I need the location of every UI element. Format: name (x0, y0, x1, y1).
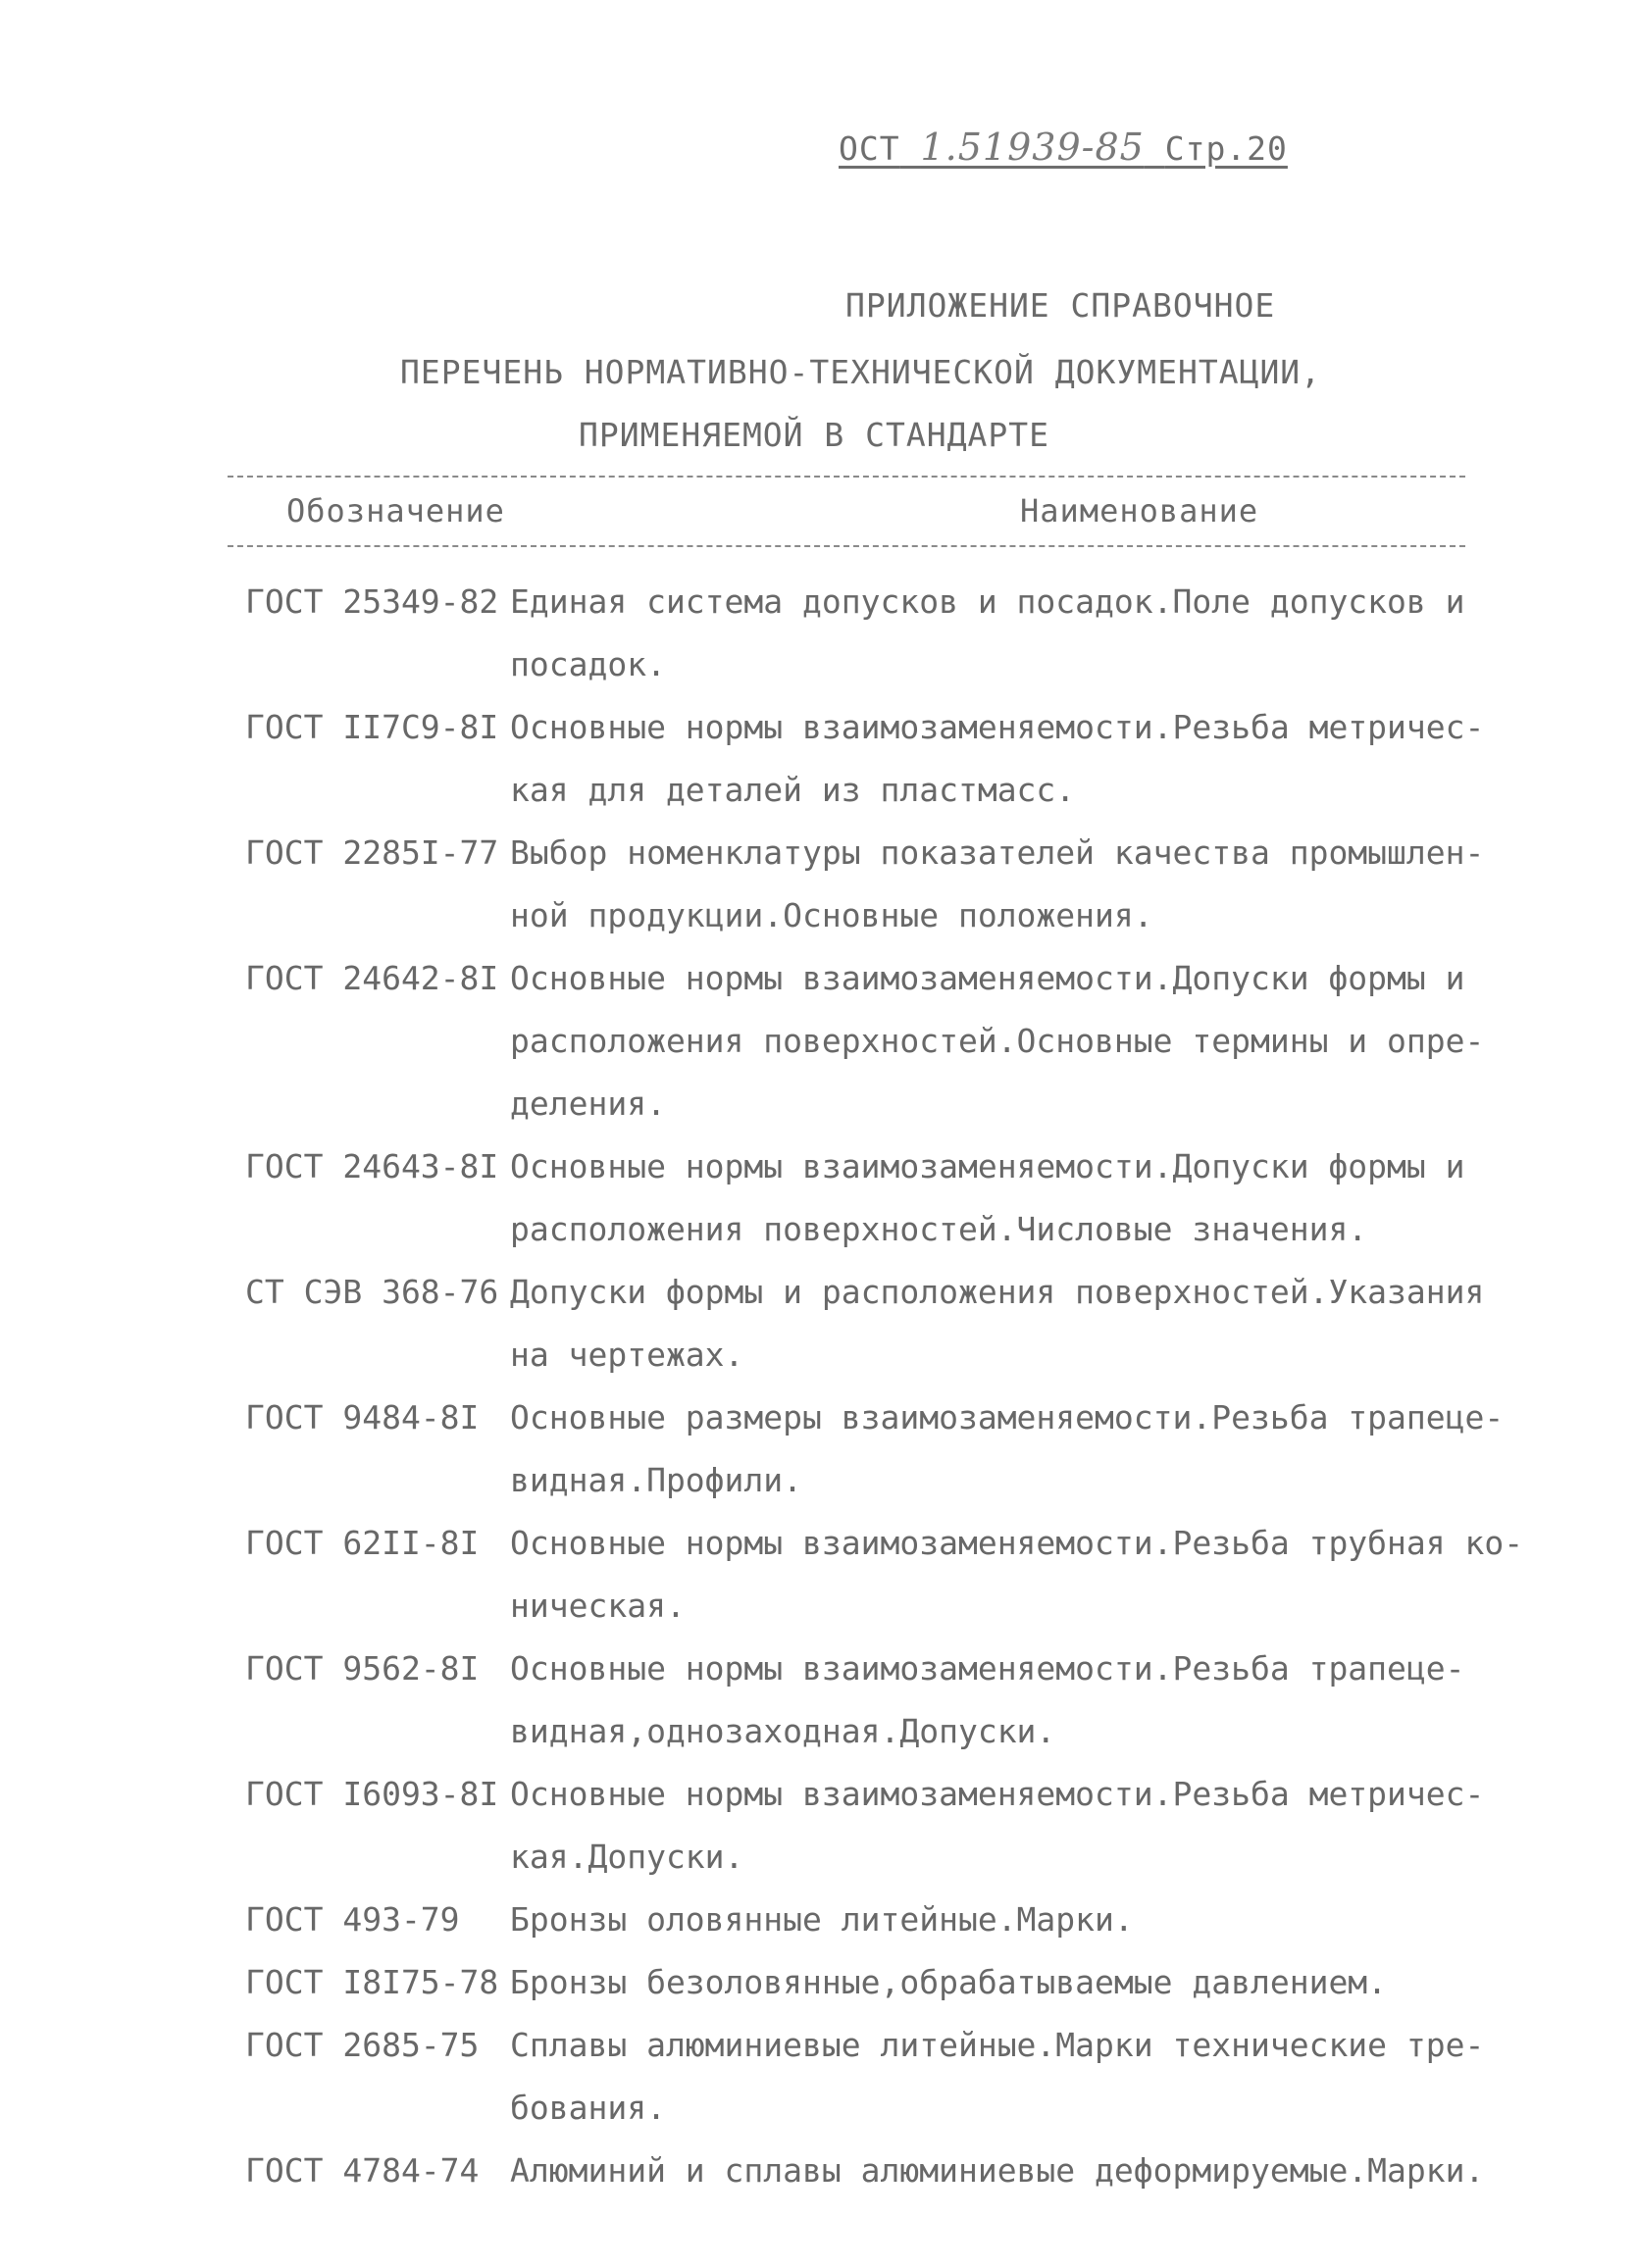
document-code: ГОСТ I6093-8I (245, 1775, 499, 1813)
table-row (245, 696, 1485, 822)
description-line: Основные нормы взаимозаменяемости.Резьба метричес- (510, 1775, 1485, 1813)
document-code: ГОСТ 25349-82 (245, 582, 499, 621)
table-row (245, 1512, 1524, 1638)
description-line: Основные нормы взаимозаменяемости.Резьба трапеце- (510, 1649, 1465, 1688)
document-code: ГОСТ I8I75-78 (245, 1963, 499, 2001)
table-row (245, 1763, 1485, 1889)
description-line: Основные нормы взаимозаменяемости.Резьба трубная ко- (510, 1524, 1524, 1562)
table-row (245, 1386, 1505, 1512)
header-page-number: Стр.20 (1164, 129, 1288, 168)
description-line: Основные размеры взаимозаменяемости.Резьба трапецe- (510, 1398, 1505, 1436)
appendix-label: ПРИЛОЖЕНИЕ СПРАВОЧНОЕ (845, 286, 1276, 325)
description-line: ническая. (510, 1587, 686, 1625)
description-line: Бронзы безоловянные,обрабатываемые давлением. (510, 1963, 1388, 2001)
document-description (510, 1512, 1523, 1638)
column-header-designation: Обозначение (286, 492, 505, 529)
description-line: Алюминий и сплавы алюминиевые деформируемые.Марки. (510, 2151, 1485, 2190)
description-line: Основные нормы взаимозаменяемости.Допуски формы и (510, 1147, 1465, 1185)
description-line: ной продукции.Основные положения. (510, 896, 1153, 934)
description-line: расположения поверхностей.Основные термины и опре- (510, 1022, 1485, 1060)
header-prefix: ОСТ (839, 129, 900, 168)
description-line: кая.Допуски. (510, 1838, 744, 1876)
document-code: ГОСТ 24642-8I (245, 959, 499, 997)
document-description (510, 2014, 1484, 2140)
header-standard-number: 1.51939-85 (920, 126, 1145, 169)
description-line: Основные нормы взаимозаменяемости.Резьба метричес- (510, 708, 1485, 746)
table-row (245, 571, 1481, 696)
description-line: деления. (510, 1084, 666, 1123)
document-title-line-2: ПРИМЕНЯЕМОЙ В СТАНДАРТЕ (579, 416, 1049, 454)
table-row (245, 1951, 1481, 2014)
description-line: Выбор номенклатуры показателей качества промышлен- (510, 833, 1485, 872)
table-top-divider (228, 476, 1465, 478)
description-line: посадок. (510, 645, 666, 683)
document-description (510, 571, 1481, 696)
description-line: Допуски формы и расположения поверхностей.Указания (510, 1273, 1485, 1311)
document-title-line-1: ПЕРЕЧЕНЬ НОРМАТИВНО-ТЕХНИЧЕСКОЙ ДОКУМЕНТАЦИИ, (400, 353, 1322, 391)
description-line: расположения поверхностей.Числовые значения. (510, 1210, 1368, 1248)
document-code: ГОСТ 4784-74 (245, 2151, 480, 2190)
document-description (510, 1951, 1481, 2014)
description-line: видная,однозаходная.Допуски. (510, 1712, 1056, 1750)
document-code: ГОСТ II7С9-8I (245, 708, 499, 746)
description-line: Бронзы оловянные литейные.Марки. (510, 1900, 1134, 1939)
document-code: ГОСТ 2685-75 (245, 2026, 480, 2064)
reference-list (245, 571, 1524, 2202)
description-line: на чертежах. (510, 1336, 744, 1374)
description-line: кая для деталей из пластмасс. (510, 771, 1076, 809)
document-description (510, 1261, 1484, 1386)
column-header-name: Наименование (1020, 492, 1259, 529)
table-row (245, 2014, 1485, 2140)
table-row (245, 822, 1485, 947)
document-description (510, 822, 1484, 947)
document-code: СТ СЭВ 368-76 (245, 1273, 499, 1311)
table-row (245, 947, 1485, 1135)
document-description (510, 1386, 1504, 1512)
document-code: ГОСТ 2285I-77 (245, 833, 499, 872)
document-description (510, 1889, 1481, 1951)
description-line: Единая система допусков и посадок.Поле допусков и (510, 582, 1465, 621)
table-row (245, 1889, 1481, 1951)
document-description (510, 2140, 1484, 2202)
document-code: ГОСТ 9484-8I (245, 1398, 480, 1436)
table-row (245, 1261, 1485, 1386)
document-code: ГОСТ 24643-8I (245, 1147, 499, 1185)
description-line: Основные нормы взаимозаменяемости.Допуски формы и (510, 959, 1465, 997)
document-description (510, 947, 1484, 1135)
document-header (839, 126, 1288, 169)
table-row (245, 2140, 1485, 2202)
document-description (510, 1763, 1484, 1889)
document-code: ГОСТ 9562-8I (245, 1649, 480, 1688)
description-line: бования. (510, 2089, 666, 2127)
document-code: ГОСТ 62II-8I (245, 1524, 480, 1562)
document-description (510, 1135, 1481, 1261)
table-row (245, 1638, 1481, 1763)
table-header-divider (228, 545, 1465, 547)
description-line: Сплавы алюминиевые литейные.Марки технические тре- (510, 2026, 1485, 2064)
document-description (510, 696, 1484, 822)
table-row (245, 1135, 1481, 1261)
document-description (510, 1638, 1481, 1763)
document-code: ГОСТ 493-79 (245, 1900, 460, 1939)
description-line: видная.Профили. (510, 1461, 803, 1499)
